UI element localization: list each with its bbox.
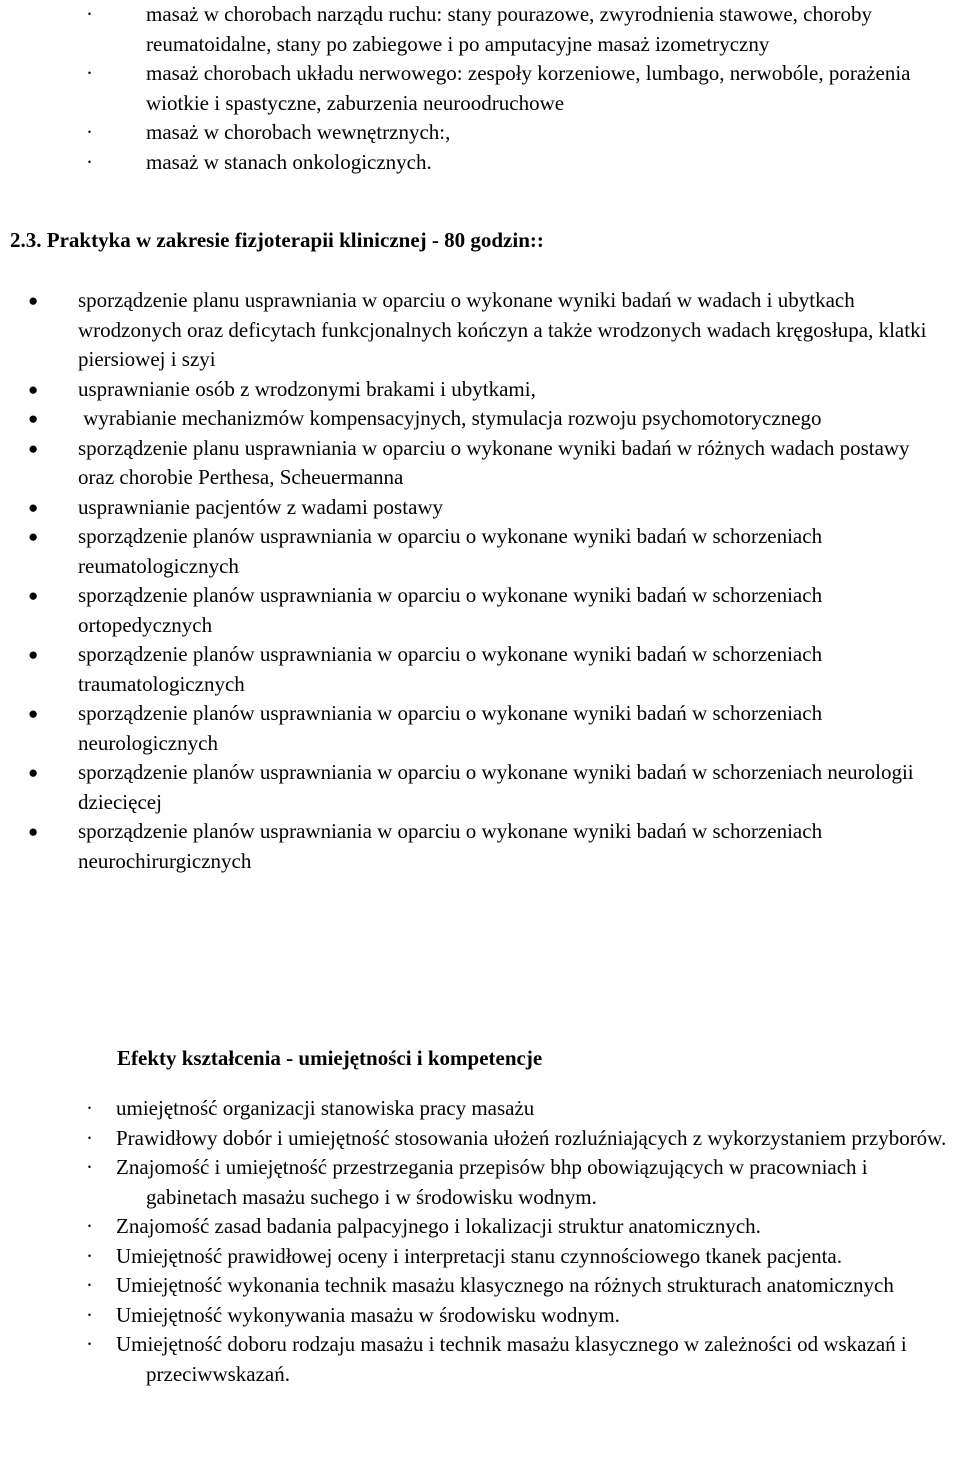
list-item-text: sporządzenie planów usprawniania w oparciu o wykonane wyniki badań w schorzeniach neurologicznych (78, 701, 823, 755)
list-marker: · (86, 149, 93, 174)
list-marker: · (86, 1302, 93, 1327)
list-marker: · (86, 120, 93, 144)
list-item (86, 1301, 956, 1331)
list-item-text: wyrabianie mechanizmów kompensacyjnych, stymulacja rozwoju psychomotorycznego (78, 406, 822, 430)
list-item-text: sporządzenie planów usprawniania w oparciu o wykonane wyniki badań w schorzeniach ortopedycznych (78, 583, 823, 637)
list-item (86, 1094, 956, 1124)
list-item-text: usprawnianie osób z wrodzonymi brakami i ubytkami, (78, 376, 536, 401)
list-item (26, 434, 946, 493)
list-item-text: Umiejętność wykonywania masażu w środowisku wodnym. (116, 1302, 620, 1327)
massage-list (86, 0, 956, 177)
list-marker: · (86, 1332, 93, 1356)
list-item-text: Umiejętność wykonania technik masażu klasycznego na różnych strukturach anatomicznych (116, 1273, 894, 1297)
list-item (86, 0, 956, 59)
list-item-text: sporządzenie planów usprawniania w oparciu o wykonane wyniki badań w schorzeniach traumatologicznych (78, 642, 823, 696)
list-item (26, 375, 946, 405)
list-item (26, 522, 946, 581)
list-item (26, 286, 946, 375)
bullet-icon: ● (28, 763, 39, 782)
list-marker: · (86, 1273, 93, 1297)
list-item (26, 699, 946, 758)
bullet-icon: ● (28, 527, 39, 546)
list-item-text: umiejętność organizacji stanowiska pracy masażu (116, 1096, 535, 1120)
bullet-icon: ● (28, 409, 39, 428)
list-marker: · (86, 61, 93, 85)
list-item-text: masaż w chorobach wewnętrznych:, (146, 120, 451, 144)
list-marker: · (86, 1243, 93, 1268)
bullet-icon: ● (28, 438, 39, 458)
list-item (86, 1242, 956, 1272)
list-item-text: sporządzenie planu usprawniania w oparciu o wykonane wyniki badań w wadach i ubytkach wrodzonych oraz deficytach funkcjonalnych kończyn a także wrodzonych wadach kręgosłupa, klatki piersiowej i szyi (78, 288, 927, 371)
bullet-icon: ● (28, 586, 39, 605)
list-item (86, 1212, 956, 1242)
list-item-text: Znajomość i umiejętność przestrzegania przepisów bhp obowiązujących w pracowniach i gabinetach masażu suchego i w środowisku wodnym. (116, 1155, 868, 1209)
list-item-text: Umiejętność doboru rodzaju masażu i technik masażu klasycznego w zależności od wskazań i przeciwwskazań. (116, 1332, 907, 1386)
list-item (86, 1153, 956, 1212)
list-item-text: Znajomość zasad badania palpacyjnego i lokalizacji struktur anatomicznych. (116, 1214, 761, 1238)
list-item-text: sporządzenie planów usprawniania w oparciu o wykonane wyniki badań w schorzeniach neurochirurgicznych (78, 819, 823, 873)
list-item (26, 817, 946, 876)
list-item (26, 581, 946, 640)
list-item (86, 1124, 956, 1154)
list-marker: · (86, 1155, 93, 1179)
list-item (86, 1330, 956, 1389)
bullet-icon: ● (28, 704, 39, 723)
list-item-text: Umiejętność prawidłowej oceny i interpretacji stanu czynnościowego tkanek pacjenta. (116, 1243, 842, 1268)
effects-title: Efekty kształcenia - umiejętności i kompetencje (117, 1046, 543, 1070)
list-item (86, 1271, 956, 1301)
effects-list (86, 1094, 956, 1389)
list-item (86, 148, 956, 178)
list-item (86, 59, 956, 118)
list-item (26, 493, 946, 523)
list-item-text: sporządzenie planu usprawniania w oparciu o wykonane wyniki badań w różnych wadach postawy oraz chorobie Perthesa, Scheuermanna (78, 435, 910, 489)
section-heading: 2.3. Praktyka w zakresie fizjoterapii klinicznej - 80 godzin:: (10, 228, 544, 252)
list-item-text: sporządzenie planów usprawniania w oparciu o wykonane wyniki badań w schorzeniach reumatologicznych (78, 524, 823, 578)
list-item (26, 758, 946, 817)
list-item-text: usprawnianie pacjentów z wadami postawy (78, 494, 444, 519)
bullet-icon: ● (28, 645, 39, 664)
bullet-icon: ● (28, 291, 39, 310)
list-item (26, 640, 946, 699)
list-marker: · (86, 1096, 93, 1120)
list-marker: · (86, 1214, 93, 1238)
list-item (86, 118, 956, 148)
list-marker: · (86, 1125, 93, 1150)
list-item-text: masaż w chorobach narządu ruchu: stany pourazowe, zwyrodnienia stawowe, choroby reumatoidalne, stany po zabiegowe i po amputacyjne masaż izometryczny (146, 2, 872, 56)
bullet-icon: ● (28, 497, 39, 517)
list-item-text: masaż chorobach układu nerwowego: zespoły korzeniowe, lumbago, nerwobóle, porażenia wiotkie i spastyczne, zaburzenia neuroodruchowe (146, 61, 911, 115)
practice-list (26, 286, 946, 876)
bullet-icon: ● (28, 822, 39, 841)
list-item-text: Prawidłowy dobór i umiejętność stosowania ułożeń rozluźniających z wykorzystaniem przyborów. (116, 1125, 947, 1150)
list-item-text: masaż w stanach onkologicznych. (146, 149, 432, 174)
bullet-icon: ● (28, 379, 39, 399)
list-item-text: sporządzenie planów usprawniania w oparciu o wykonane wyniki badań w schorzeniach neurologii dziecięcej (78, 760, 914, 814)
list-marker: · (86, 2, 93, 26)
list-item (26, 404, 946, 434)
